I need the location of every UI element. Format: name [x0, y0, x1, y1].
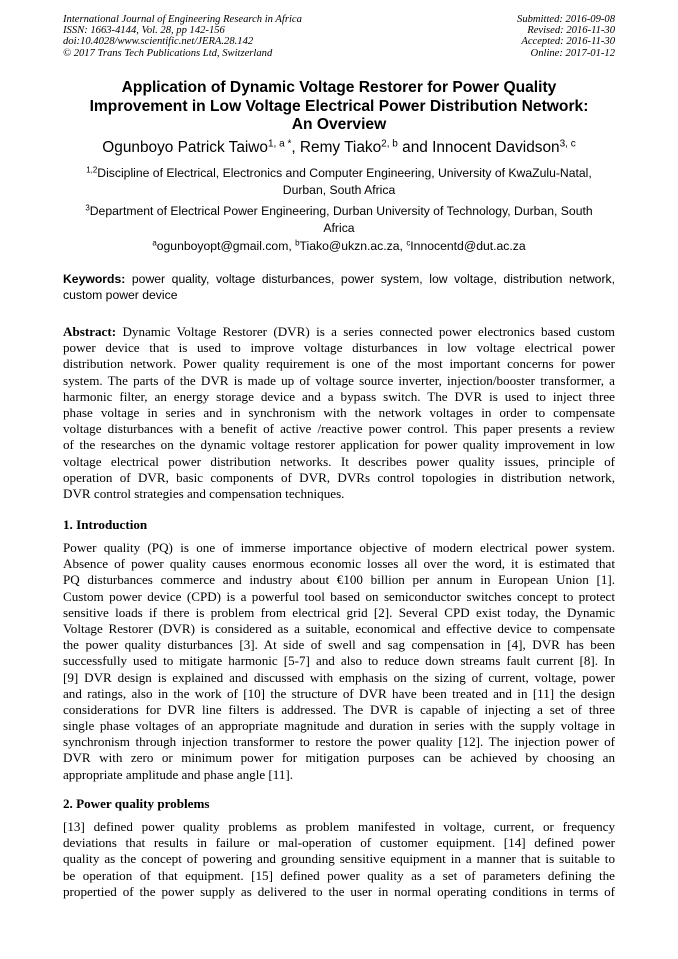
abstract-text: Dynamic Voltage Restorer (DVR) is a series connected power electronics based custom	[116, 324, 615, 339]
abstract-line: harmonic filter, an energy storage device and a bypass switch. The DVR is used to inject three	[63, 388, 615, 404]
paragraph-line: Voltage Restorer (DVR) is considered as a suitable, economical and effective device to compensate	[63, 620, 615, 636]
email-list	[40, 238, 638, 255]
affiliation-text: Durban, South Africa	[282, 182, 396, 197]
affiliation-text: Discipline of Electrical, Electronics and Computer Engineering, University of KwaZulu-Natal,	[97, 166, 592, 180]
abstract-line: system. The parts of the DVR is made up of voltage source inverter, injection/booster transformer, a	[63, 372, 615, 388]
abstract-label: Abstract:	[63, 324, 117, 339]
author-list	[40, 138, 638, 157]
paragraph-line: synchronism through injection transformer to restore the power quality [12]. The injection power of	[63, 734, 615, 750]
abstract-line: of the researches on the dynamic voltage restorer application for power quality improvement in low	[63, 437, 615, 453]
abstract-line: voltage disturbances with a benefit of active /reactive power control. This paper presents a review	[63, 421, 615, 437]
paragraph-line: Custom power device (CPD) is a powerful tool based on semiconductor switches concept to protect	[63, 588, 615, 604]
accepted-date: Accepted: 2016-11-30	[521, 36, 615, 48]
paragraph-line: the power quality disturbances [3]. At side of swell and sag compensation in [4], DVR has been	[63, 637, 615, 653]
paragraph-line: quality as the concept of powering and grounding sensitive equipment in a manner that is suitable to	[63, 851, 615, 867]
abstract	[63, 324, 615, 502]
affiliation-2	[40, 203, 638, 236]
paragraph-line: [13] defined power quality problems as problem manifested in voltage, current, or frequency	[63, 819, 615, 834]
affiliation-text: Africa	[323, 220, 355, 235]
paragraph-line: sensitive loads if there is problem from electrical grid [2]. Several CPD exist today, the Dynamic	[63, 604, 615, 620]
keywords-text: custom power device	[63, 288, 178, 303]
submitted-date: Submitted: 2016-09-08	[517, 14, 615, 25]
affiliation-text: Department of Electrical Power Engineering, Durban University of Technology, Durban, South	[89, 204, 593, 218]
email-link[interactable]: ogunboyopt@gmail.com	[156, 239, 289, 253]
email-separator: ,	[399, 239, 407, 253]
paragraph-line: and ratings, also in the work of [10] the structure of DVR have been treated and in [11] the design	[63, 685, 615, 701]
email-marker: b	[295, 238, 300, 248]
abstract-line: DVR control strategies and compensation techniques.	[63, 485, 345, 501]
email-link[interactable]: Tiako@ukzn.ac.za	[299, 239, 400, 253]
online-date: Online: 2017-01-12	[530, 47, 615, 59]
email-link[interactable]: Innocentd@dut.ac.za	[410, 239, 526, 253]
section-introduction-body	[63, 540, 615, 783]
author-affiliation-marker: 3, c	[559, 138, 576, 150]
abstract-line: phase voltage in series and in synchronism with the network voltages in order to compensate	[63, 404, 615, 420]
abstract-line: power device that is used to improve voltage disturbances in low voltage electrical power	[63, 340, 615, 356]
title-line: An Overview	[291, 116, 387, 134]
revised-date: Revised: 2016-11-30	[527, 25, 615, 37]
paragraph-line: successfully used to mitigate harmonic [5-7] and also to reduce down streams fault current [8]. In	[63, 653, 615, 669]
paragraph-line: propertied of the power supply as delivered to the user in normal operating conditions in terms of	[63, 883, 615, 899]
journal-doi: doi:10.4028/www.scientific.net/JERA.28.142	[63, 36, 254, 48]
email-marker: a	[152, 238, 157, 248]
author-separator: and	[397, 139, 433, 156]
email-separator: ,	[288, 239, 296, 253]
author-separator: ,	[291, 139, 300, 156]
paragraph-line: DVR with zero or minimum power for mitigation purposes can be achieved by choosing an	[63, 750, 615, 766]
keywords-label: Keywords:	[63, 272, 126, 286]
abstract-line: operation of DVR, basic components of DVR, DVRs control topologies in distribution network,	[63, 469, 615, 485]
affiliation-marker: 1,2	[86, 165, 98, 175]
title-line: Improvement in Low Voltage Electrical Power Distribution Network:	[89, 97, 589, 115]
paragraph-line: PQ disturbances commerce and industry about €100 billion per annum in European Union [1].	[63, 572, 615, 588]
paragraph-line: Power quality (PQ) is one of immerse importance objective of modern electrical power system.	[63, 540, 615, 555]
paragraph-line: appropriate amplitude and phase angle [11].	[63, 766, 294, 782]
email-marker: c	[406, 238, 411, 248]
title-line: Application of Dynamic Voltage Restorer for Power Quality	[121, 79, 557, 96]
journal-info	[63, 14, 302, 59]
journal-name: International Journal of Engineering Research in Africa	[63, 14, 302, 25]
journal-copyright: © 2017 Trans Tech Publications Ltd, Switzerland	[63, 47, 273, 59]
author-name: Remy Tiako	[299, 139, 382, 156]
keywords	[63, 271, 615, 304]
author-affiliation-marker: 1, a *	[267, 138, 292, 150]
affiliation-1	[40, 165, 638, 198]
paragraph-line: [9] DVR design is explained and discussed with emphasis on the sizing of current, voltage, power	[63, 669, 615, 685]
submission-dates	[517, 14, 615, 59]
keywords-text: power quality, voltage disturbances, power system, low voltage, distribution network,	[125, 272, 615, 286]
paper-title	[40, 79, 638, 135]
abstract-line: voltage electrical power distribution networks. It describes power quality issues, principle of	[63, 453, 615, 469]
paragraph-line: deviations that results in failure or mal-operation of customer equipment. [14] defined power	[63, 835, 615, 851]
paragraph-line: considerations for DVR line filters is addressed. The DVR is capable of injecting a set of three	[63, 701, 615, 717]
author-name: Innocent Davidson	[432, 139, 560, 156]
section-heading-power-quality-problems: 2. Power quality problems	[63, 796, 210, 811]
paragraph-line: be operation of that equipment. [15] defined power quality as a set of parameters defining the	[63, 867, 615, 883]
paragraph-line: Absence of power quality causes enormous economic losses all over the word, it is estimated that	[63, 556, 615, 572]
section-heading-introduction: 1. Introduction	[63, 517, 148, 532]
paragraph-line: single phase voltages of an appropriate magnitude and duration in series with the supply voltage in	[63, 718, 615, 734]
section-power-quality-body	[63, 819, 615, 900]
affiliation-marker: 3	[85, 203, 90, 213]
journal-issn: ISSN: 1663-4144, Vol. 28, pp 142-156	[63, 25, 225, 37]
author-affiliation-marker: 2, b	[381, 138, 398, 150]
author-name: Ogunboyo Patrick Taiwo	[102, 139, 268, 156]
abstract-line: distribution network. Power quality requirement is one of the most important concerns for power	[63, 356, 615, 372]
